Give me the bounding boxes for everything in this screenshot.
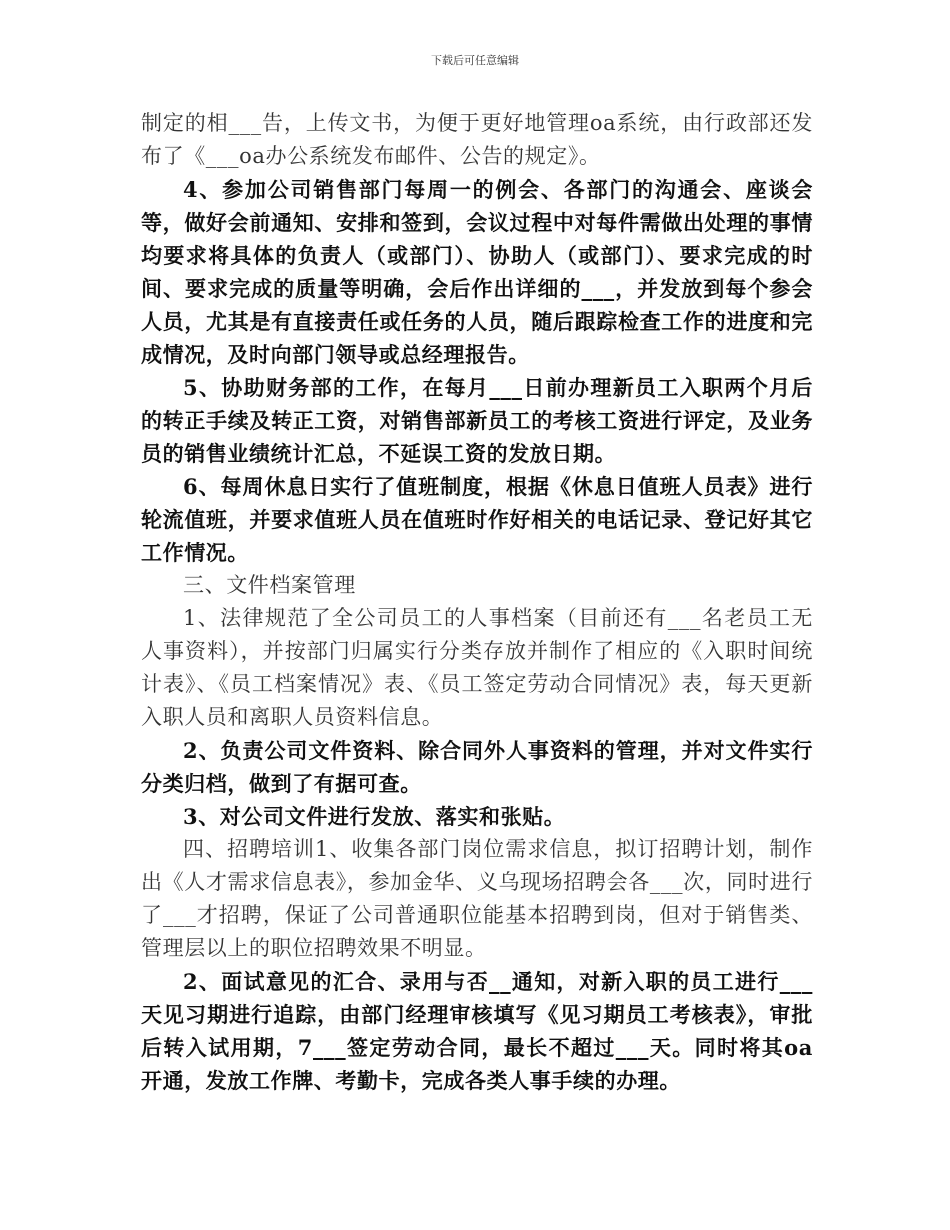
document-body xyxy=(141,107,813,1097)
paragraph-archives-2: 2、负责公司文件资料、除合同外人事资料的管理，并对文件实行分类归档，做到了有据可查。 xyxy=(141,738,813,796)
paragraph-recruitment-1: 四、招聘培训1、收集各部门岗位需求信息，拟订招聘计划，制作出《人才需求信息表》，参加金华、义乌现场招聘会各___次，同时进行了___才招聘，保证了公司普通职位能基本招聘到岗，但对于销售类、管理层以上的职位招聘效果不明显。 xyxy=(141,837,813,960)
paragraph-item-5-finance: 5、协助财务部的工作，在每月___日前办理新员工入职两个月后的转正手续及转正工资，对销售部新员工的考核工资进行评定，及业务员的销售业绩统计汇总，不延误工资的发放日期。 xyxy=(141,375,813,466)
section-heading-archives: 三、文件档案管理 xyxy=(183,573,356,597)
paragraph-item-4-meetings: 4、参加公司销售部门每周一的例会、各部门的沟通会、座谈会等，做好会前通知、安排和签到，会议过程中对每件需做出处理的事情均要求将具体的负责人（或部门）、协助人（或部门）、要求完成的时间、要求完成的质量等明确，会后作出详细的___，并发放到每个参会人员，尤其是有直接责任或任务的人员，随后跟踪检查工作的进度和完成情况，及时向部门领导或总经理报告。 xyxy=(141,177,813,367)
page-header-note: 下载后可任意编辑 xyxy=(431,54,519,67)
paragraph-archives-3: 3、对公司文件进行发放、落实和张贴。 xyxy=(183,804,566,829)
paragraph-item-6-duty: 6、每周休息日实行了值班制度，根据《休息日值班人员表》进行轮流值班，并要求值班人员在值班时作好相关的电话记录、登记好其它工作情况。 xyxy=(141,474,813,565)
paragraph-recruitment-2: 2、面试意见的汇合、录用与否__通知，对新入职的员工进行___天见习期进行追踪，由部门经理审核填写《见习期员工考核表》，审批后转入试用期，7___签定劳动合同，最长不超过___天。同时将其oa开通，发放工作牌、考勤卡，完成各类人事手续的办理。 xyxy=(141,969,813,1093)
paragraph-continuation: 制定的相___告，上传文书，为便于更好地管理oa系统，由行政部还发布了《___oa办公系统发布邮件、公告的规定》。 xyxy=(141,111,813,168)
paragraph-archives-1: 1、法律规范了全公司员工的人事档案（目前还有___名老员工无人事资料），并按部门归属实行分类存放并制作了相应的《入职时间统计表》、《员工档案情况》表、《员工签定劳动合同情况》表，每天更新入职人员和离职人员资料信息。 xyxy=(141,606,813,729)
